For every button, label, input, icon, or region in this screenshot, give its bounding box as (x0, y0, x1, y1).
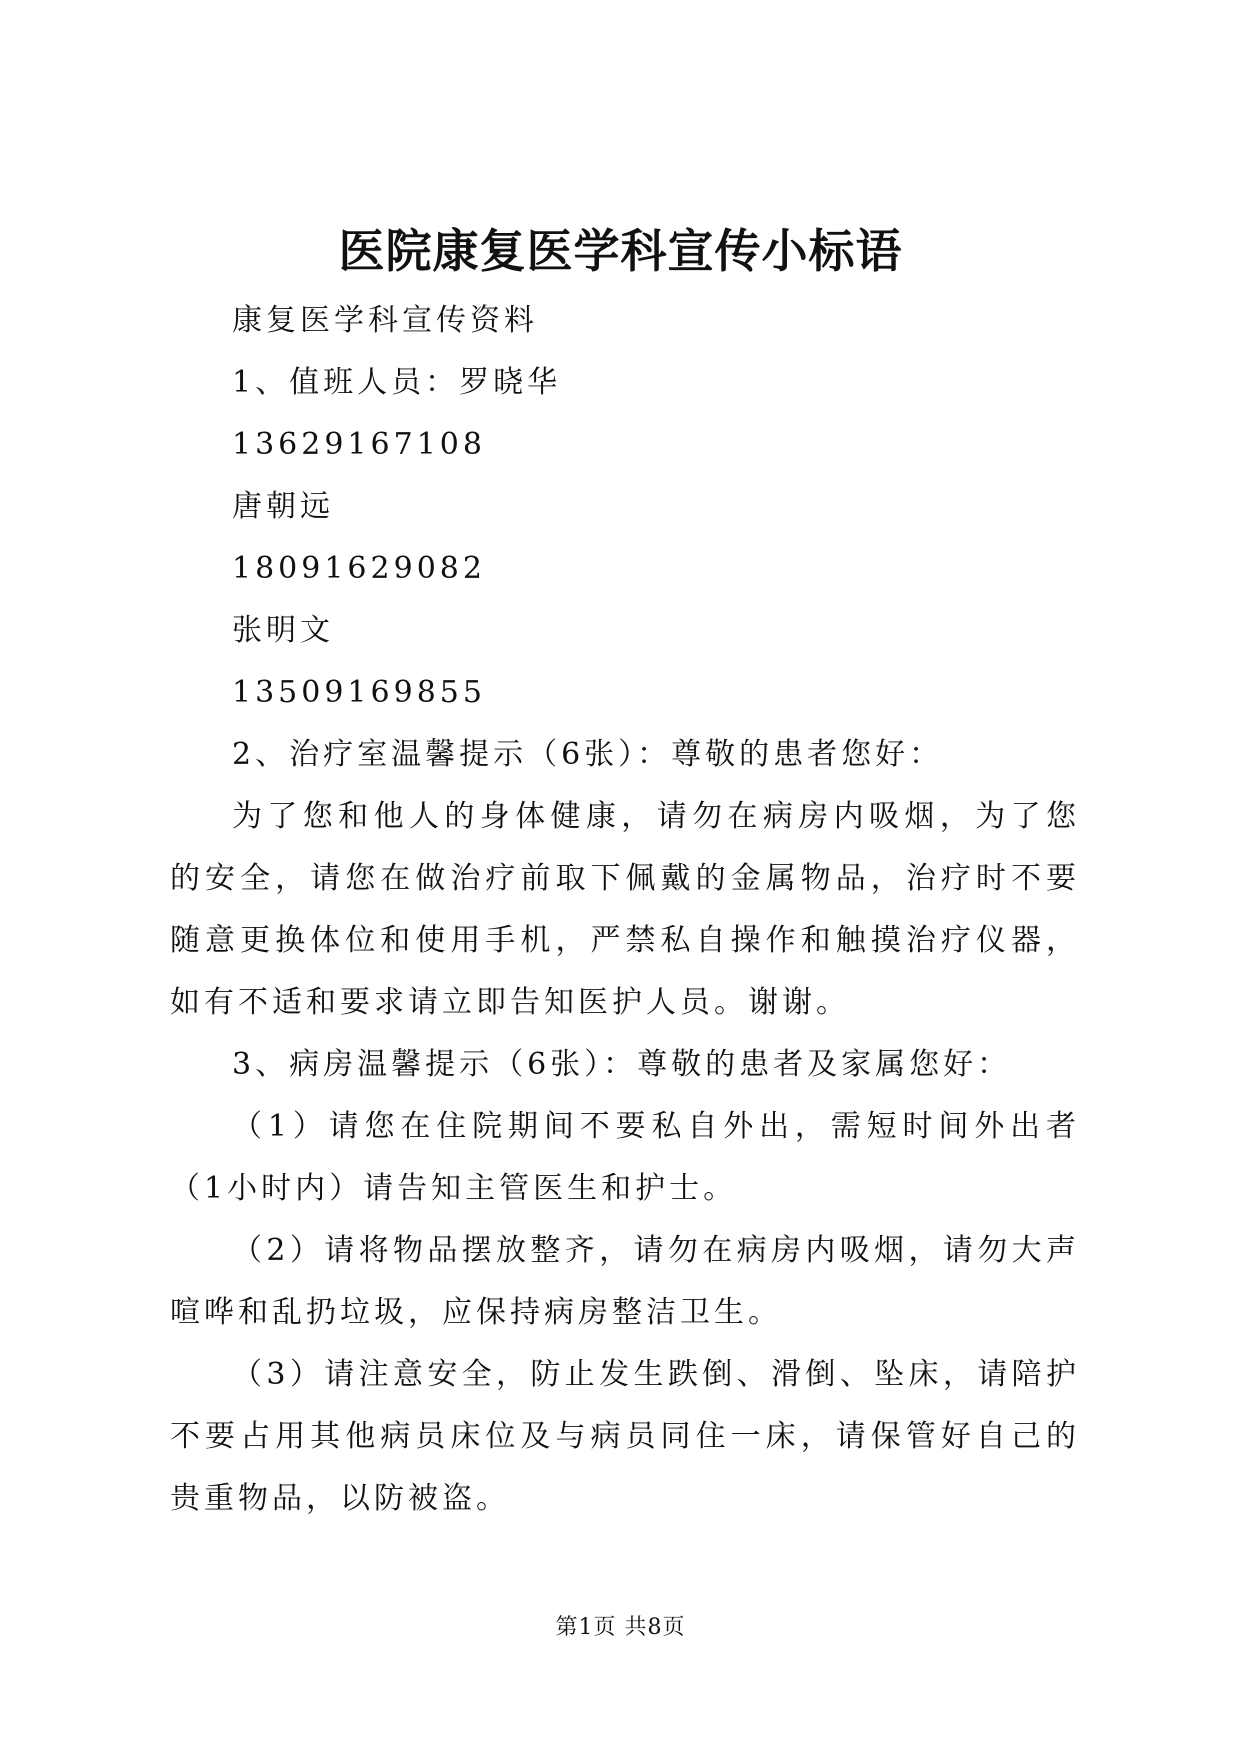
treatment-room-notice: 为了您和他人的身体健康，请勿在病房内吸烟，为了您的安全，请您在做治疗前取下佩戴的金属物品，治疗时不要随意更换体位和使用手机，严禁私自操作和触摸治疗仪器，如有不适和要求请立即告知医护人员。谢谢。 (170, 799, 1080, 1020)
staff-name: 唐朝远 (232, 489, 334, 524)
duty-staff-line: 1、值班人员：罗晓华 (232, 365, 562, 400)
ward-notice-item: （3）请注意安全，防止发生跌倒、滑倒、坠床，请陪护不要占用其他病员床位及与病员同住一床，请保管好自己的贵重物品，以防被盗。 (170, 1357, 1080, 1516)
document-body (170, 290, 1080, 1530)
phone-number: 18091629082 (232, 551, 486, 586)
page-footer: 第1页 共8页 (555, 1615, 686, 1640)
section-heading: 康复医学科宣传资料 (232, 303, 538, 338)
staff-name: 张明文 (232, 613, 334, 648)
ward-notice-item: （1）请您在住院期间不要私自外出，需短时间外出者（1小时内）请告知主管医生和护士。 (170, 1109, 1080, 1206)
document-title: 医院康复医学科宣传小标语 (338, 224, 903, 278)
ward-notice-item: （2）请将物品摆放整齐，请勿在病房内吸烟，请勿大声喧哗和乱扔垃圾，应保持病房整洁卫生。 (170, 1233, 1080, 1330)
phone-number: 13629167108 (232, 427, 486, 462)
ward-notice-heading: 3、病房温馨提示（6张）：尊敬的患者及家属您好： (232, 1047, 1012, 1082)
treatment-room-heading: 2、治疗室温馨提示（6张）：尊敬的患者您好： (232, 737, 944, 772)
phone-number: 13509169855 (232, 675, 486, 710)
